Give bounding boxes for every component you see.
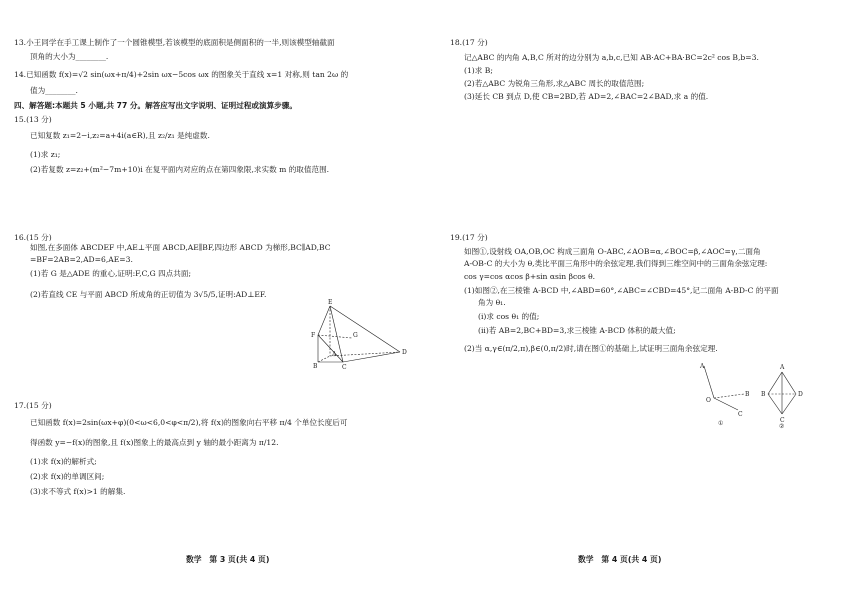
q18-stem: 记△ABC 的内角 A,B,C 所对的边分别为 a,b,c,已知 AB·AC+BA·BC=2c² cos B,b=3. xyxy=(464,53,759,62)
q17-part3: (3)求不等式 f(x)>1 的解集. xyxy=(30,487,126,496)
tetrahedron-figure xyxy=(756,360,816,430)
q17-header: 17.(15 分) xyxy=(14,401,52,410)
fig-label-C: C xyxy=(342,364,347,371)
q19-stem2: A-OB-C 的大小为 θ,类比平面三角形中的余弦定理,我们得到三维空间中的三面角余弦定理: xyxy=(464,259,768,268)
q17-part2: (2)求 f(x)的单调区间; xyxy=(30,472,105,481)
q13-line2: 顶角的大小为________. xyxy=(30,52,109,61)
q16-stem2: =BF=2AB=2,AD=6,AE=3. xyxy=(30,255,133,264)
q16-stem1: 如图,在多面体 ABCDEF 中,AE⊥平面 ABCD,AE∥BF,四边形 ABCD 为梯形,BC∥AD,BC xyxy=(30,243,331,252)
q14-line2: 值为________. xyxy=(30,86,78,95)
trihedral-angle-figure xyxy=(698,360,758,430)
q19-part2: (2)当 α,γ∈(π/2,π),β∈(0,π/2)时,请在图①的基础上,试证明三面角余弦定理. xyxy=(464,344,718,353)
fig2-label-B: B xyxy=(761,391,766,398)
q17-stem1: 已知函数 f(x)=2sin(ωx+φ)(0<ω<6,0<φ<π/2),将 f(x)的图象向右平移 π/4 个单位长度后可 xyxy=(30,418,348,427)
q15-part1: (1)求 z₁; xyxy=(30,150,61,159)
fig-label-B: B xyxy=(313,363,318,370)
section-heading: 四、解答题:本题共 5 小题,共 77 分。解答应写出文字说明、证明过程或演算步骤。 xyxy=(14,101,297,110)
q17-part1: (1)求 f(x)的解析式; xyxy=(30,457,97,466)
fig2-label-A: A xyxy=(780,364,785,371)
q19-part1ii: (ii)若 AB=2,BC+BD=3,求三棱锥 A-BCD 体积的最大值; xyxy=(478,326,676,335)
left-page-footer: 数学 第 3 页(共 4 页) xyxy=(186,555,270,564)
fig2-caption: ② xyxy=(779,423,785,430)
q15-part2: (2)若复数 z=z₂+(m²−7m+10)i 在复平面内对应的点在第四象限,求实数 m 的取值范围. xyxy=(30,165,330,174)
q15-header: 15.(13 分) xyxy=(14,115,52,124)
q19-stem3: cos γ=cos αcos β+sin αsin βcos θ. xyxy=(464,272,596,281)
q18-part2: (2)若△ABC 为锐角三角形,求△ABC 周长的取值范围; xyxy=(464,79,645,88)
fig1-label-B: B xyxy=(745,391,750,398)
fig2-label-C: C xyxy=(780,417,785,424)
fig-label-E: E xyxy=(328,299,333,306)
fig-label-D: D xyxy=(402,349,407,356)
q19-header: 19.(17 分) xyxy=(450,233,488,242)
fig-label-G: G xyxy=(353,332,358,339)
q19-part1b: 角为 θ₁. xyxy=(478,298,506,307)
right-page xyxy=(430,0,860,593)
q18-part3: (3)延长 CB 到点 D,使 CB=2BD,若 AD=2,∠BAC=2∠BAD,求 a 的值. xyxy=(464,92,709,101)
q16-part2: (2)若直线 CE 与平面 ABCD 所成角的正切值为 3√5/5,证明:AD⊥EF. xyxy=(30,290,267,299)
q14-line1: 14.已知函数 f(x)=√2 sin(ωx+π/4)+2sin ωx−5cos ωx 的图象关于直线 x=1 对称,则 tan 2ω 的 xyxy=(14,70,349,79)
q15-stem: 已知复数 z₁=2−i,z₂=a+4i(a∈R),且 z₂/z₁ 是纯虚数. xyxy=(30,131,210,140)
q18-header: 18.(17 分) xyxy=(450,38,488,47)
q16-header: 16.(15 分) xyxy=(14,233,52,242)
q16-part1: (1)若 G 是△ADE 的重心,证明:F,C,G 四点共面; xyxy=(30,269,192,278)
fig1-label-O: O xyxy=(706,397,711,404)
polyhedron-figure xyxy=(310,299,420,376)
fig1-label-C: C xyxy=(738,411,743,418)
q19-stem1: 如图①,设射线 OA,OB,OC 构成三面角 O-ABC,∠AOB=α,∠BOC=β,∠AOC=γ,二面角 xyxy=(464,247,761,256)
q13-line1: 13.小王同学在手工课上制作了一个圆锥模型,若该模型的底面积是侧面积的一半,则该模型轴截面 xyxy=(14,38,335,47)
fig2-label-D: D xyxy=(798,391,803,398)
q18-part1: (1)求 B; xyxy=(464,66,493,75)
fig1-label-A: A xyxy=(700,363,705,370)
q19-part1i: (i)求 cos θ₁ 的值; xyxy=(478,312,540,321)
fig-label-F: F xyxy=(311,332,316,339)
q19-part1a: (1)如图②,在三棱锥 A-BCD 中,∠ABD=60°,∠ABC=∠CBD=45°,记二面角 A-BD-C 的平面 xyxy=(464,286,779,295)
fig-label-A: A xyxy=(332,351,337,358)
q17-stem2: 得函数 y=−f(x)的图象,且 f(x)图象上的最高点到 y 轴的最小距离为 π/12. xyxy=(30,438,279,447)
right-page-footer: 数学 第 4 页(共 4 页) xyxy=(578,555,662,564)
fig1-caption: ① xyxy=(718,420,724,427)
